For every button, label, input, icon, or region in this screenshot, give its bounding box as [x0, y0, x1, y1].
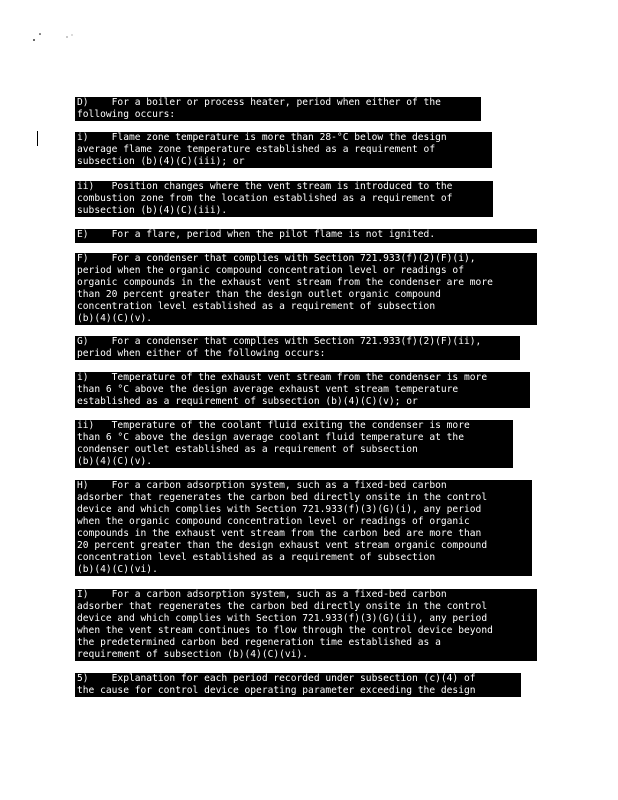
paragraph-5: 5) Explanation for each period recorded under subsection (c)(4) of the cause for control device operating parameter exceeding the design	[75, 673, 521, 697]
paragraph-d-i: i) Flame zone temperature is more than 28-°C below the design average flame zone temperature established as a requirement of subsection (b)(4)(C)(iii); or	[75, 132, 492, 168]
paragraph-h: H) For a carbon adsorption system, such as a fixed-bed carbon adsorber that regenerates the carbon bed directly onsite in the control device and which complies with Section 721.933(f)(3)(G)(i), any period when the organic compound concentration level or readings of organic compounds in the exhaust vent stream from the carbon bed are more than 20 percent greater than the design exhaust vent stream organic compound concentration level established as a requirement of subsection (b)(4)(C)(vi).	[75, 480, 532, 576]
paragraph-g-i: i) Temperature of the exhaust vent stream from the condenser is more than 6 °C above the design average exhaust vent stream temperature established as a requirement of subsection (b)(4)(C)(v); or	[75, 372, 530, 408]
paragraph-d-ii: ii) Position changes where the vent stream is introduced to the combustion zone from the location established as a requirement of subsection (b)(4)(C)(iii).	[75, 181, 493, 217]
paragraph-e: E) For a flare, period when the pilot flame is not ignited.	[75, 229, 537, 243]
paragraph-i: I) For a carbon adsorption system, such as a fixed-bed carbon adsorber that regenerates the carbon bed directly onsite in the control device and which complies with Section 721.933(f)(3)(G)(ii), any period when the vent stream continues to flow through the control device beyond the predetermined carbon bed regeneration time established as a requirement of subsection (b)(4)(C)(vi).	[75, 589, 537, 661]
paragraph-d: D) For a boiler or process heater, period when either of the following occurs:	[75, 97, 481, 121]
paragraph-g: G) For a condenser that complies with Section 721.933(f)(2)(F)(ii), period when either of the following occurs:	[75, 336, 520, 360]
paragraph-g-ii: ii) Temperature of the coolant fluid exiting the condenser is more than 6 °C above the design average coolant fluid temperature at the condenser outlet established as a requirement of subsection (b)(4)(C)(v).	[75, 420, 513, 468]
margin-mark	[37, 131, 38, 146]
paragraph-f: F) For a condenser that complies with Section 721.933(f)(2)(F)(i), period when the organic compound concentration level or readings of organic compounds in the exhaust vent stream from the condenser are more than 20 percent greater than the design outlet organic compound concentration level established as a requirement of subsection (b)(4)(C)(v).	[75, 253, 537, 325]
